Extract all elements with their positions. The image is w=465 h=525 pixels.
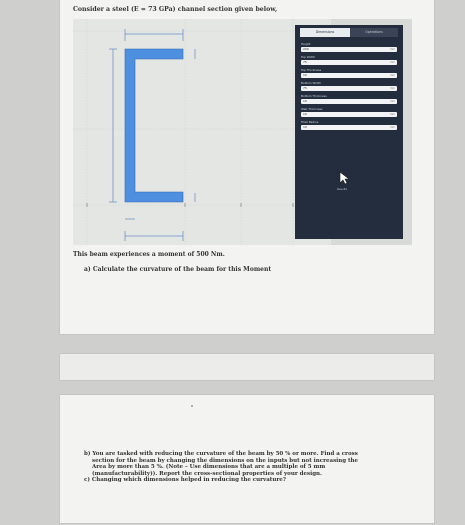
page-speck [191,405,193,407]
channel-section-drawing [73,19,331,245]
fillet-radius-label: Fillet Radius [301,120,319,124]
bottom-width-label: Bottom Width [301,81,321,85]
section-plot[interactable] [73,19,331,245]
panel-tabs [300,28,398,37]
top-thickness-field [301,68,397,78]
tab-operations[interactable]: Operations [350,28,398,37]
bottom-thickness-unit: mm [389,100,395,103]
bottom-width-unit: mm [389,87,395,90]
channel-shape [125,49,183,202]
top-width-input[interactable]: 75 mm [303,60,395,64]
web-thickness-unit: mm [389,113,395,116]
height-input[interactable]: 200 mm [303,47,395,51]
plot-grid [73,19,295,245]
part-b-line-3: Area by more than 5 %. (Note – Use dimensions that are a multiple of 5 mm [92,464,326,471]
parts-b-c [84,451,404,484]
question-title: Consider a steel (E = 73 GPa) channel section given below, [73,6,278,13]
dimensions-panel [295,25,403,239]
question-page-2 [60,395,434,523]
bottom-thickness-field [301,94,397,104]
bottom-width-field [301,81,397,91]
section-widget [73,19,412,245]
fillet-radius-input[interactable]: 10 mm [303,125,395,129]
question-page [60,0,434,334]
results-hint: Results [337,187,348,191]
part-b-line-2: section for the beam by changing the dimensions on the inputs but not increasing the [92,457,359,464]
dimension-lines [109,29,195,241]
blank-page-strip [60,354,434,380]
fillet-radius-field [301,120,397,130]
web-thickness-field [301,107,397,117]
bottom-width-input[interactable]: 75 mm [303,86,395,90]
mouse-pointer-icon [339,171,349,185]
bottom-thickness-label: Bottom Thickness [301,94,327,98]
top-thickness-label: Top Thickness [301,68,322,72]
web-thickness-input[interactable]: 10 mm [303,112,395,116]
top-thickness-input[interactable]: 10 mm [303,73,395,77]
height-label: Height [301,42,311,46]
top-width-unit: mm [389,61,395,64]
bottom-thickness-input[interactable]: 10 mm [303,99,395,103]
moment-statement: This beam experiences a moment of 500 Nm. [73,251,225,258]
web-thickness-label: Web Thickness [301,107,323,111]
top-width-field [301,55,397,65]
top-thickness-unit: mm [389,74,395,77]
tab-dimensions[interactable]: Dimensions [300,28,350,37]
height-field [301,42,397,52]
height-unit: mm [389,48,395,51]
part-b-line-1: b) You are tasked with reducing the curvature of the beam by 50 % or more. Find a cross [84,451,358,457]
part-a: a) Calculate the curvature of the beam for this Moment [84,266,272,273]
part-c: c) Changing which dimensions helped in reducing the curvature? [84,477,286,484]
fillet-radius-unit: mm [389,126,395,129]
part-b-line-4: (manufacturability)). Report the cross-sectional properties of your design. [92,470,322,477]
top-width-label: Top Width [301,55,316,59]
